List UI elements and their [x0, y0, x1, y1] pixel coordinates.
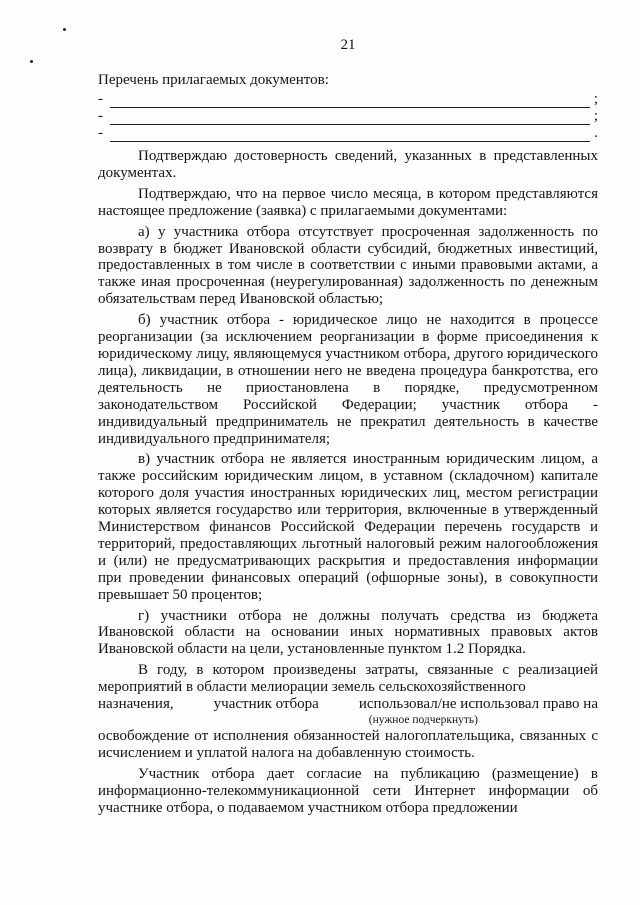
document-page — [98, 36, 598, 817]
attachment-line-2[interactable]: - ; — [98, 108, 598, 124]
paragraph-item-b: б) участник отбора - юридическое лицо не находится в процессе реорганизации (за исключением реорганизации в форме присоединения к юридическому лицу, являющемуся участником отбора, другого юридического лица), ликвидации, в отношении него не введена процедура банкротства, его деятельность не приостановлена в порядке, предусмотренном законодательством Российской Федерации; участник отбора - индивидуальный предприниматель не прекратил деятельность в качестве индивидуального предпринимателя; — [98, 312, 598, 447]
attachments-header: Перечень прилагаемых документов: — [98, 72, 329, 88]
paragraph-item-d: г) участники отбора не должны получать средства из бюджета Ивановской области на основании иных нормативных правовых актов Ивановской области на цели, установленные пунктом 1.2 Порядка. — [98, 607, 598, 658]
year-costs-choice-line: назначения, участник отбора использовал/не использовал право на — [98, 696, 598, 713]
paragraph-item-a: а) у участника отбора отсутствует просроченная задолженность по возврату в бюджет Ивановской области субсидий, бюджетных инвестиций, предоставленных в том числе в соответствии с иными правовыми актами, а также иная просроченная (неурегулированная) задолженность по денежным обязательствам перед Ивановской областью; — [98, 223, 598, 308]
attachment-line-3[interactable]: - . — [98, 125, 598, 141]
paragraph-year-costs-end: освобождение от исполнения обязанностей налогоплательщика, связанных с исчислением и уплатой налога на добавленную стоимость. — [98, 728, 598, 761]
paragraph-confirm-validity: Подтверждаю достоверность сведений, указанных в представленных документах. — [98, 148, 598, 181]
page-number: 21 — [340, 37, 356, 53]
scan-speck — [30, 60, 33, 63]
paragraph-consent: Участник отбора дает согласие на публикацию (размещение) в информационно-телекоммуникационной сети Интернет информации об участнике отбора, о подаваемом участником отбора предложении — [98, 765, 598, 816]
attachment-line-1[interactable]: - ; — [98, 91, 598, 107]
used-not-used-choice[interactable]: использовал/не использовал право на — [358, 696, 598, 713]
paragraph-item-c: в) участник отбора не является иностранным юридическим лицом, а также российским юридическим лицом, в уставном (складочном) капитале которого доля участия иностранных юридических лиц, местом регистрации которых является государство или территория, включенные в утвержденный Министерством финансов Российской Федерации перечень государств и территорий, предоставляющих льготный налоговый режим налогообложения и (или) не предусматривающих раскрытия и предоставления информации при проведении финансовых операций (офшорные зоны), в совокупности превышает 50 процентов; — [98, 451, 598, 603]
scan-speck — [63, 28, 66, 31]
paragraph-confirm-first-day: Подтверждаю, что на первое число месяца, в котором представляются настоящее предложение (заявка) с прилагаемыми документами: — [98, 185, 598, 219]
paragraph-year-costs-start: В году, в котором произведены затраты, связанные с реализацией мероприятий в области мелиорации земель сельскохозяйственного — [98, 662, 598, 696]
underline-hint: (нужное подчеркнуть) — [368, 714, 478, 726]
